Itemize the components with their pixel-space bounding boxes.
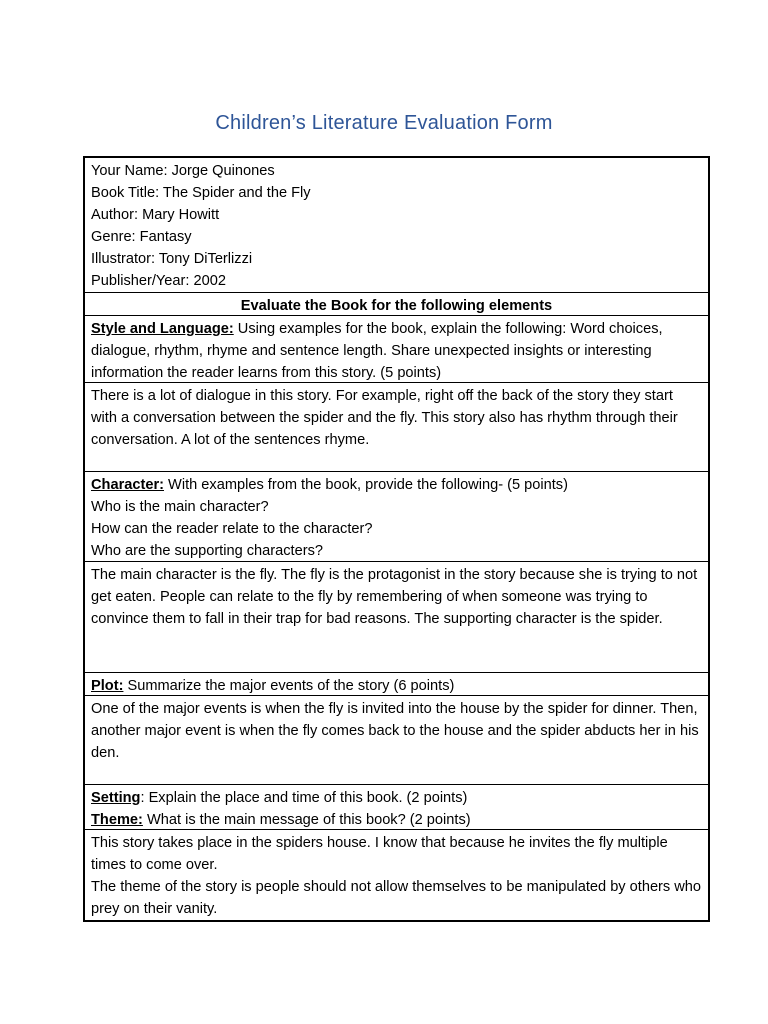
character-question: Who is the main character? [91,499,269,515]
author-field: Author: Mary Howitt [91,207,220,223]
character-prompt [85,471,708,561]
setting-prompt-text: : Explain the place and time of this book. (2 points) [140,790,468,806]
plot-answer-text: One of the major events is when the fly is invited into the house by the spider for dinner. Then, another major event is when the fly comes back to the house and the spider abducts her in his den. [91,701,699,761]
setting-answer-text: This story takes place in the spiders house. I know that because he invites the fly multiple times to come over. [91,835,668,873]
plot-answer [85,695,708,784]
character-label: Character: [91,477,164,493]
book-info-section [85,158,708,292]
character-question: How can the reader relate to the character? [91,521,373,537]
theme-label: Theme: [91,812,143,828]
section-heading: Evaluate the Book for the following elements [85,292,708,315]
character-prompt-text: With examples from the book, provide the following- (5 points) [164,477,568,493]
plot-label: Plot: [91,678,124,694]
style-language-prompt-text: Using examples for the book, explain the following: Word choices, dialogue, rhythm, rhyme and sentence length. Share unexpected insights or interesting information the reader learns from this story. (5 points) [91,321,663,381]
publisher-year-field: Publisher/Year: 2002 [91,273,226,289]
book-title-field: Book Title: The Spider and the Fly [91,185,311,201]
setting-theme-answer [85,829,708,920]
page-title: Children’s Literature Evaluation Form [215,112,553,134]
style-language-answer [85,382,708,471]
character-answer [85,561,708,672]
setting-label: Setting [91,790,141,806]
plot-prompt [85,672,708,695]
style-language-label: Style and Language: [91,321,234,337]
setting-theme-prompt [85,784,708,829]
your-name-field: Your Name: Jorge Quinones [91,163,275,179]
style-language-prompt [85,315,708,382]
character-answer-text: The main character is the fly. The fly is the protagonist in the story because she is trying to not get eaten. People can relate to the fly by remembering of when someone was trying to convince them to fall in their trap for bad reasons. The supporting character is the spider. [91,567,698,627]
theme-answer-text: The theme of the story is people should not allow themselves to be manipulated by others who prey on their vanity. [91,879,702,917]
genre-field: Genre: Fantasy [91,229,192,245]
plot-prompt-text: Summarize the major events of the story (6 points) [123,678,455,694]
theme-prompt-text: What is the main message of this book? (2 points) [142,812,471,828]
illustrator-field: Illustrator: Tony DiTerlizzi [91,251,253,267]
evaluation-form-table [83,156,710,922]
character-question: Who are the supporting characters? [91,543,324,559]
style-language-answer-text: There is a lot of dialogue in this story. For example, right off the back of the story they start with a conversation between the spider and the fly. This story also has rhythm through their conversation. A lot of the sentences rhyme. [91,388,678,448]
